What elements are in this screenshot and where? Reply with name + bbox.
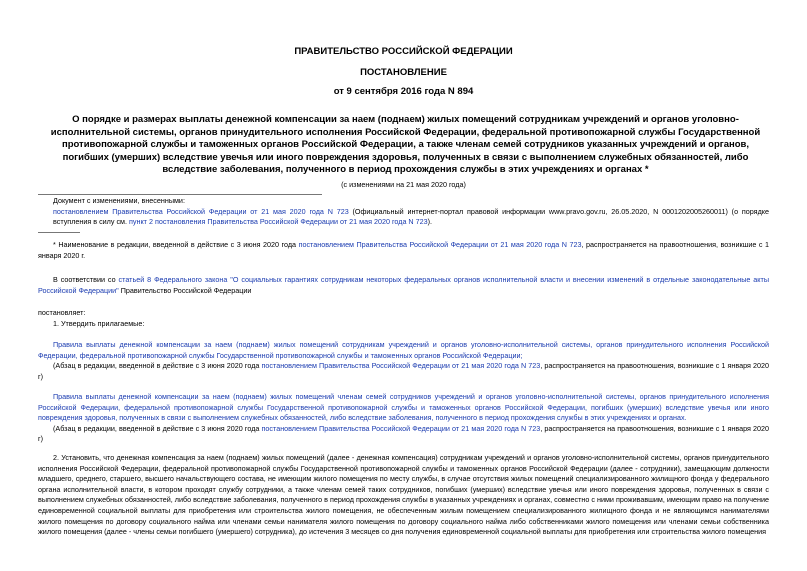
item-1: 1. Утвердить прилагаемые: — [53, 319, 145, 328]
footnote-link[interactable]: постановлением Правительства Российской Федерации от 21 мая 2020 года N 723 — [298, 240, 582, 249]
divider-line — [38, 194, 322, 195]
changes-block — [38, 196, 769, 228]
document-title: О порядке и размерах выплаты денежной компенсации за наем (поднаем) жилых помещений сотрудникам учреждений и органов уголовно-исполнительной системы, органов принудительного исполнения Российской Федерации, федеральной противопожарной службы Государственной противопожарной службы и таможенных органов Российской Федерации, а также членам семей сотрудников указанных учреждений и органов, погибших (умерших) вследствие увечья или иного повреждения здоровья, полученных в связи с выполнением служебных обязанностей, либо вследствие заболевания, полученного в период прохождения службы в этих учреждениях и органах * — [50, 114, 761, 175]
footnote — [38, 240, 769, 261]
changes-text: (Официальный интернет-портал правовой информации www.pravo.gov.ru, 26.05.2020, N 0001202005260011) (о порядке вступления в силу см. — [53, 206, 769, 227]
rules-1-note: (Абзац в редакции, введенной в действие с 3 июня 2020 года постановлением Правительства Российской Федерации от 21 мая 2020 года N 723, распространяется на правоотношения, возникшие с 1 января 2020 г) — [38, 361, 770, 381]
footnote-divider — [38, 232, 80, 233]
rules-2-note-link[interactable]: постановлением Правительства Российской Федерации от 21 мая 2020 года N 723 — [261, 423, 541, 433]
entry-into-force-link[interactable]: пункт 2 постановления Правительства Российской Федерации от 21 мая 2020 года N 723 — [129, 217, 428, 227]
basis-text: В соответствии со — [53, 275, 119, 284]
footnote-text-end: , распространяется на правоотношения, возникшие с 1 января 2020 г. — [38, 240, 770, 260]
rules-2-block — [38, 392, 769, 445]
basis-text-end: Правительство Российской Федерации — [118, 285, 252, 295]
amendment-link[interactable]: постановлением Правительства Российской Федерации от 21 мая 2020 года N 723 — [53, 206, 349, 216]
document-type: ПОСТАНОВЛЕНИЕ — [360, 67, 447, 78]
rules-1-link[interactable]: Правила выплаты денежной компенсации за наем (поднаем) жилых помещений сотрудникам учреждений и органов уголовно-исполнительной системы, органов принудительного исполнения Российской Федерации, федеральной противопожарной службы Государственной противопожарной службы и таможенных органов Российской Федерации; — [38, 340, 769, 360]
amendment-note: (с изменениями на 21 мая 2020 года) — [341, 180, 466, 189]
rules-2-note: (Абзац в редакции, введенной в действие с 3 июня 2020 года постановлением Правительства Российской Федерации от 21 мая 2020 года N 723, распространяется на правоотношения, возникшие с 1 января 2020 г) — [38, 423, 770, 444]
item-2: 2. Установить, что денежная компенсация за наем (поднаем) жилых помещений (далее - денежная компенсация) сотрудникам учреждений и органов уголовно-исполнительной системы, органов принудительного исполнения Российской Федерации, федеральной противопожарной службы Государственной противопожарной службы и таможенных органов Российской Федерации (далее - сотрудники), замещающим должности младшего, среднего, старшего, высшего начальствующего состава, не имеющим жилого помещения по месту службы, в случае отсутствия жилых помещений специализированного жилищного фонда у федерального органа исполнительной власти, в котором проходят службу сотрудники, а также членам семей таких сотрудников, погибших (умерших) вследствие увечья или иного повреждения здоровья, полученных в связи с выполнением служебных обязанностей, либо вследствие заболевания, полученного в период прохождения службы в указанных учреждениях и органах, совместно с ними проживавшим, имеющим право на получение единовременной социальной выплаты для приобретения или строительства жилого помещения, не обеспеченным жилым помещением специализированного жилищного фонда и не являющимся нанимателями жилого помещения по договору социального найма или членами семьи нанимателя жилого помещения по договору социального найма либо собственниками жилого помещения или членами семьи собственника жилого помещения (далее - члены семьи погибшего (умершего) сотрудника), до истечения 3 месяцев со дня получения единовременной социальной выплаты для приобретения или строительства жилого помещения — [38, 453, 769, 537]
rules-1-block — [38, 340, 769, 382]
decree-word: постановляет: — [38, 308, 86, 317]
rules-1-note-link[interactable]: постановлением Правительства Российской Федерации от 21 мая 2020 года N 723 — [261, 361, 541, 371]
changes-paragraph — [53, 207, 769, 228]
footnote-text: * Наименование в редакции, введенной в действие с 3 июня 2020 года — [53, 240, 299, 249]
federal-law-link[interactable]: статьей 8 Федерального закона "О социальных гарантиях сотрудникам некоторых федеральных органов исполнительной власти и внесении изменений в отдельные законодательные акты Российской Федерации" — [38, 275, 769, 295]
decree-date-number: от 9 сентября 2016 года N 894 — [333, 86, 474, 97]
rules-2-link[interactable]: Правила выплаты денежной компенсации за наем (поднаем) жилых помещений членам семей сотрудников учреждений и органов уголовно-исполнительной системы, органов принудительного исполнения Российской Федерации, федеральной противопожарной службы Государственной противопожарной службы и таможенных органов Российской Федерации, погибших (умерших) вследствие увечья или иного повреждения здоровья, полученных в связи с выполнением служебных обязанностей, либо вследствие заболевания, полученного в период прохождения службы в этих учреждениях и органах. — [38, 392, 769, 423]
changes-text-end: ). — [427, 217, 433, 227]
government-heading: ПРАВИТЕЛЬСТВО РОССИЙСКОЙ ФЕДЕРАЦИИ — [294, 46, 513, 57]
legal-basis-paragraph — [38, 275, 769, 296]
changes-intro: Документ с изменениями, внесенными: — [53, 196, 185, 205]
